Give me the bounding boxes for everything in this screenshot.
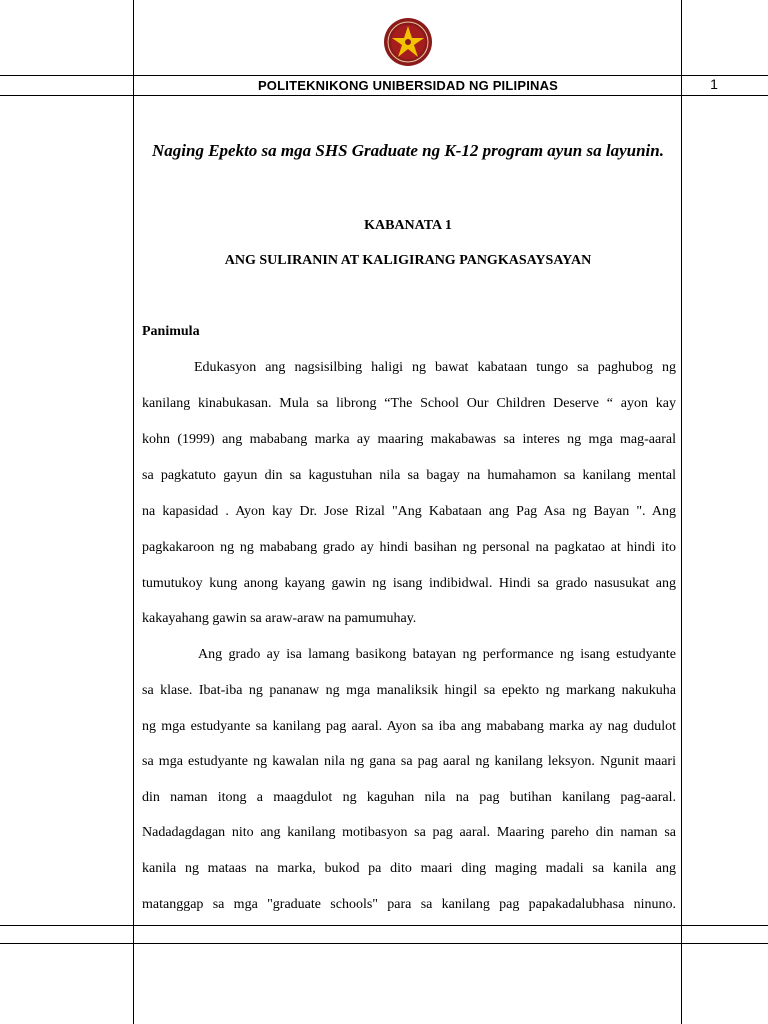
- section-heading: Panimula: [142, 324, 200, 339]
- body-line: sa klase. Ibat-iba ng pananaw ng mga manaliksik hingil sa epekto ng markang nakukuha: [142, 683, 676, 698]
- body-line: Ang grado ay isa lamang basikong batayan ng performance ng isang estudyante: [198, 647, 676, 662]
- header-rule-bottom: [0, 95, 768, 96]
- body-line: Nadadagdagan nito ang kanilang motibasyon sa pag aaral. Maaring pareho din naman sa: [142, 825, 676, 840]
- body-line: matanggap sa mga "graduate schools" para sa kanilang pag papakadalubhasa ninuno.: [142, 897, 676, 912]
- footer-rule-bottom: [0, 943, 768, 944]
- body-line: kakayahang gawin sa araw-araw na pamumuhay.: [142, 611, 417, 626]
- footer-rule-top: [0, 925, 768, 926]
- body-line: sa pagkatuto gayun din sa kagustuhan nila sa bagay na humahamon sa kanilang mental: [142, 468, 676, 483]
- body-line: na kapasidad . Ayon kay Dr. Jose Rizal "Ang Kabataan ang Pag Asa ng Bayan ". Ang: [142, 504, 676, 519]
- body-line: Edukasyon ang nagsisilbing haligi ng bawat kabataan tungo sa paghubog ng: [194, 360, 676, 375]
- chapter-heading: KABANATA 1: [364, 218, 452, 233]
- body-line: kohn (1999) ang mababang marka ay maaring makabawas sa interes ng mga mag-aaral: [142, 432, 676, 447]
- university-seal-icon: [383, 17, 433, 67]
- university-name: POLITEKNIKONG UNIBERSIDAD NG PILIPINAS: [257, 78, 559, 93]
- document-title: Naging Epekto sa mga SHS Graduate ng K-12 program ayun sa layunin.: [152, 141, 664, 160]
- header-rule-top: [0, 75, 768, 76]
- chapter-title: ANG SULIRANIN AT KALIGIRANG PANGKASAYSAYAN: [224, 253, 592, 268]
- body-line: din naman itong a maagdulot ng kaguhan nila na pag butihan kanilang pag-aaral.: [142, 790, 676, 805]
- body-line: kanila ng mataas na marka, bukod pa dito maari ding maging madali sa kanila ang: [142, 861, 676, 876]
- page-number: 1: [710, 76, 718, 92]
- body-line: kanilang kinabukasan. Mula sa librong “The School Our Children Deserve “ ayon kay: [142, 396, 676, 411]
- body-line: tumutukoy kung anong kayang gawin ng isang indibidwal. Hindi sa grado nasusukat ang: [142, 576, 676, 591]
- body-line: pagkakaroon ng ng mababang grado ay hindi basihan ng personal na pagkatao at hindi ito: [142, 540, 676, 555]
- body-line: sa mga estudyante ng kawalan nila ng gana sa pag aaral ng kanilang leksyon. Ngunit maari: [142, 754, 676, 769]
- body-line: ng mga estudyante sa kanilang pag aaral. Ayon sa iba ang mababang marka ay nag dudulot: [142, 719, 676, 734]
